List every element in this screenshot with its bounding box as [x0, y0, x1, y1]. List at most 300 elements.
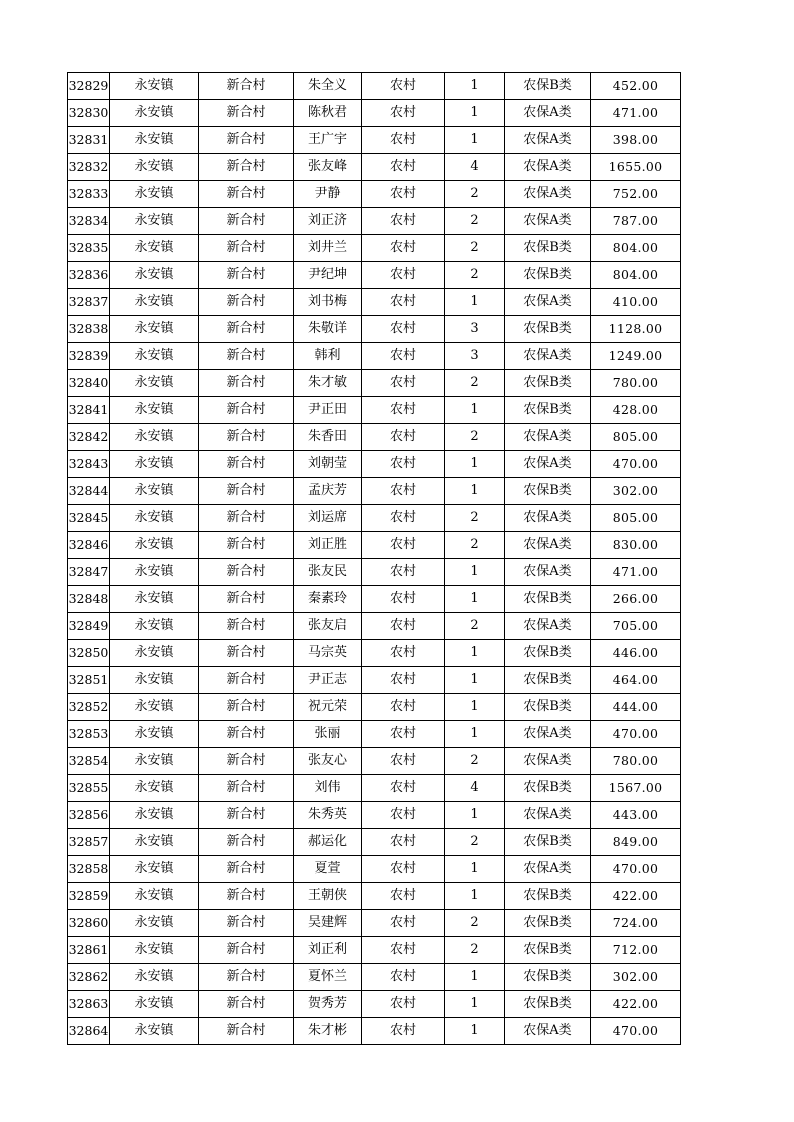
- amount-cell: 471.00: [591, 100, 681, 127]
- table-row: [68, 721, 681, 748]
- town-cell: 永安镇: [110, 127, 199, 154]
- area-type-cell: 农村: [362, 964, 445, 991]
- village-cell: 新合村: [199, 370, 294, 397]
- name-cell: 刘运席: [294, 505, 362, 532]
- table-row: [68, 694, 681, 721]
- amount-cell: 398.00: [591, 127, 681, 154]
- area-type-cell: 农村: [362, 424, 445, 451]
- table-row: [68, 262, 681, 289]
- table-row: [68, 559, 681, 586]
- area-type-cell: 农村: [362, 208, 445, 235]
- area-type-cell: 农村: [362, 586, 445, 613]
- amount-cell: 444.00: [591, 694, 681, 721]
- household-count-cell: 2: [445, 262, 505, 289]
- insurance-category-cell: 农保A类: [505, 181, 591, 208]
- household-count-cell: 1: [445, 694, 505, 721]
- insurance-category-cell: 农保A类: [505, 451, 591, 478]
- village-cell: 新合村: [199, 208, 294, 235]
- household-count-cell: 1: [445, 586, 505, 613]
- village-cell: 新合村: [199, 910, 294, 937]
- record-id-cell: 32835: [68, 235, 110, 262]
- amount-cell: 830.00: [591, 532, 681, 559]
- insurance-category-cell: 农保A类: [505, 100, 591, 127]
- table-row: [68, 910, 681, 937]
- village-cell: 新合村: [199, 289, 294, 316]
- name-cell: 朱香田: [294, 424, 362, 451]
- town-cell: 永安镇: [110, 316, 199, 343]
- name-cell: 刘朝莹: [294, 451, 362, 478]
- town-cell: 永安镇: [110, 640, 199, 667]
- area-type-cell: 农村: [362, 127, 445, 154]
- household-count-cell: 1: [445, 640, 505, 667]
- record-id-cell: 32838: [68, 316, 110, 343]
- household-count-cell: 2: [445, 937, 505, 964]
- record-id-cell: 32861: [68, 937, 110, 964]
- amount-cell: 302.00: [591, 964, 681, 991]
- area-type-cell: 农村: [362, 829, 445, 856]
- name-cell: 朱才敏: [294, 370, 362, 397]
- record-id-cell: 32842: [68, 424, 110, 451]
- name-cell: 张友启: [294, 613, 362, 640]
- name-cell: 马宗英: [294, 640, 362, 667]
- name-cell: 刘书梅: [294, 289, 362, 316]
- amount-cell: 464.00: [591, 667, 681, 694]
- village-cell: 新合村: [199, 505, 294, 532]
- village-cell: 新合村: [199, 100, 294, 127]
- amount-cell: 470.00: [591, 1018, 681, 1045]
- household-count-cell: 2: [445, 613, 505, 640]
- record-id-cell: 32859: [68, 883, 110, 910]
- town-cell: 永安镇: [110, 532, 199, 559]
- town-cell: 永安镇: [110, 910, 199, 937]
- insurance-category-cell: 农保B类: [505, 397, 591, 424]
- amount-cell: 724.00: [591, 910, 681, 937]
- town-cell: 永安镇: [110, 1018, 199, 1045]
- insurance-category-cell: 农保A类: [505, 1018, 591, 1045]
- name-cell: 尹正田: [294, 397, 362, 424]
- household-count-cell: 2: [445, 370, 505, 397]
- roster-table: [67, 72, 681, 1045]
- amount-cell: 422.00: [591, 883, 681, 910]
- village-cell: 新合村: [199, 613, 294, 640]
- town-cell: 永安镇: [110, 289, 199, 316]
- household-count-cell: 1: [445, 883, 505, 910]
- record-id-cell: 32844: [68, 478, 110, 505]
- household-count-cell: 2: [445, 424, 505, 451]
- village-cell: 新合村: [199, 721, 294, 748]
- village-cell: 新合村: [199, 478, 294, 505]
- name-cell: 尹静: [294, 181, 362, 208]
- table-row: [68, 505, 681, 532]
- table-row: [68, 316, 681, 343]
- name-cell: 尹正志: [294, 667, 362, 694]
- name-cell: 朱秀英: [294, 802, 362, 829]
- record-id-cell: 32854: [68, 748, 110, 775]
- village-cell: 新合村: [199, 775, 294, 802]
- village-cell: 新合村: [199, 532, 294, 559]
- insurance-category-cell: 农保B类: [505, 235, 591, 262]
- household-count-cell: 1: [445, 397, 505, 424]
- insurance-category-cell: 农保B类: [505, 586, 591, 613]
- amount-cell: 471.00: [591, 559, 681, 586]
- town-cell: 永安镇: [110, 775, 199, 802]
- insurance-category-cell: 农保B类: [505, 316, 591, 343]
- area-type-cell: 农村: [362, 721, 445, 748]
- record-id-cell: 32837: [68, 289, 110, 316]
- insurance-category-cell: 农保A类: [505, 127, 591, 154]
- record-id-cell: 32841: [68, 397, 110, 424]
- insurance-category-cell: 农保A类: [505, 613, 591, 640]
- area-type-cell: 农村: [362, 910, 445, 937]
- amount-cell: 302.00: [591, 478, 681, 505]
- area-type-cell: 农村: [362, 343, 445, 370]
- name-cell: 孟庆芳: [294, 478, 362, 505]
- town-cell: 永安镇: [110, 937, 199, 964]
- village-cell: 新合村: [199, 424, 294, 451]
- table-row: [68, 964, 681, 991]
- amount-cell: 428.00: [591, 397, 681, 424]
- table-row: [68, 100, 681, 127]
- insurance-category-cell: 农保A类: [505, 289, 591, 316]
- name-cell: 王广宇: [294, 127, 362, 154]
- name-cell: 张丽: [294, 721, 362, 748]
- record-id-cell: 32853: [68, 721, 110, 748]
- amount-cell: 1655.00: [591, 154, 681, 181]
- area-type-cell: 农村: [362, 532, 445, 559]
- record-id-cell: 32836: [68, 262, 110, 289]
- town-cell: 永安镇: [110, 721, 199, 748]
- table-row: [68, 127, 681, 154]
- household-count-cell: 2: [445, 208, 505, 235]
- area-type-cell: 农村: [362, 100, 445, 127]
- amount-cell: 705.00: [591, 613, 681, 640]
- record-id-cell: 32829: [68, 73, 110, 100]
- insurance-category-cell: 农保A类: [505, 154, 591, 181]
- record-id-cell: 32849: [68, 613, 110, 640]
- village-cell: 新合村: [199, 640, 294, 667]
- insurance-category-cell: 农保B类: [505, 775, 591, 802]
- town-cell: 永安镇: [110, 667, 199, 694]
- household-count-cell: 1: [445, 478, 505, 505]
- table-row: [68, 667, 681, 694]
- insurance-category-cell: 农保B类: [505, 964, 591, 991]
- record-id-cell: 32833: [68, 181, 110, 208]
- name-cell: 张友民: [294, 559, 362, 586]
- town-cell: 永安镇: [110, 559, 199, 586]
- table-row: [68, 775, 681, 802]
- village-cell: 新合村: [199, 262, 294, 289]
- household-count-cell: 2: [445, 829, 505, 856]
- village-cell: 新合村: [199, 856, 294, 883]
- amount-cell: 787.00: [591, 208, 681, 235]
- amount-cell: 804.00: [591, 262, 681, 289]
- table-row: [68, 748, 681, 775]
- village-cell: 新合村: [199, 694, 294, 721]
- area-type-cell: 农村: [362, 316, 445, 343]
- table-row: [68, 478, 681, 505]
- area-type-cell: 农村: [362, 154, 445, 181]
- amount-cell: 1128.00: [591, 316, 681, 343]
- town-cell: 永安镇: [110, 802, 199, 829]
- amount-cell: 1249.00: [591, 343, 681, 370]
- household-count-cell: 1: [445, 127, 505, 154]
- record-id-cell: 32830: [68, 100, 110, 127]
- area-type-cell: 农村: [362, 883, 445, 910]
- record-id-cell: 32840: [68, 370, 110, 397]
- table-row: [68, 289, 681, 316]
- name-cell: 夏萱: [294, 856, 362, 883]
- name-cell: 刘伟: [294, 775, 362, 802]
- insurance-category-cell: 农保A类: [505, 208, 591, 235]
- name-cell: 刘正利: [294, 937, 362, 964]
- area-type-cell: 农村: [362, 856, 445, 883]
- amount-cell: 752.00: [591, 181, 681, 208]
- name-cell: 王朝侠: [294, 883, 362, 910]
- town-cell: 永安镇: [110, 829, 199, 856]
- name-cell: 贺秀芳: [294, 991, 362, 1018]
- record-id-cell: 32864: [68, 1018, 110, 1045]
- table-row: [68, 343, 681, 370]
- amount-cell: 804.00: [591, 235, 681, 262]
- household-count-cell: 1: [445, 289, 505, 316]
- insurance-category-cell: 农保B类: [505, 478, 591, 505]
- insurance-category-cell: 农保A类: [505, 505, 591, 532]
- table-row: [68, 829, 681, 856]
- amount-cell: 422.00: [591, 991, 681, 1018]
- insurance-category-cell: 农保B类: [505, 262, 591, 289]
- town-cell: 永安镇: [110, 856, 199, 883]
- town-cell: 永安镇: [110, 451, 199, 478]
- record-id-cell: 32857: [68, 829, 110, 856]
- area-type-cell: 农村: [362, 937, 445, 964]
- household-count-cell: 1: [445, 721, 505, 748]
- town-cell: 永安镇: [110, 208, 199, 235]
- amount-cell: 805.00: [591, 505, 681, 532]
- insurance-category-cell: 农保B类: [505, 73, 591, 100]
- record-id-cell: 32852: [68, 694, 110, 721]
- village-cell: 新合村: [199, 559, 294, 586]
- area-type-cell: 农村: [362, 775, 445, 802]
- table-row: [68, 154, 681, 181]
- insurance-category-cell: 农保A类: [505, 343, 591, 370]
- amount-cell: 266.00: [591, 586, 681, 613]
- name-cell: 张友峰: [294, 154, 362, 181]
- village-cell: 新合村: [199, 127, 294, 154]
- record-id-cell: 32862: [68, 964, 110, 991]
- village-cell: 新合村: [199, 181, 294, 208]
- town-cell: 永安镇: [110, 370, 199, 397]
- record-id-cell: 32860: [68, 910, 110, 937]
- record-id-cell: 32839: [68, 343, 110, 370]
- area-type-cell: 农村: [362, 1018, 445, 1045]
- village-cell: 新合村: [199, 748, 294, 775]
- insurance-category-cell: 农保A类: [505, 532, 591, 559]
- household-count-cell: 1: [445, 667, 505, 694]
- village-cell: 新合村: [199, 883, 294, 910]
- household-count-cell: 4: [445, 154, 505, 181]
- area-type-cell: 农村: [362, 478, 445, 505]
- record-id-cell: 32858: [68, 856, 110, 883]
- table-row: [68, 370, 681, 397]
- record-id-cell: 32863: [68, 991, 110, 1018]
- table-row: [68, 451, 681, 478]
- amount-cell: 470.00: [591, 721, 681, 748]
- name-cell: 刘正济: [294, 208, 362, 235]
- insurance-category-cell: 农保A类: [505, 559, 591, 586]
- area-type-cell: 农村: [362, 262, 445, 289]
- village-cell: 新合村: [199, 451, 294, 478]
- town-cell: 永安镇: [110, 262, 199, 289]
- household-count-cell: 2: [445, 181, 505, 208]
- household-count-cell: 1: [445, 964, 505, 991]
- amount-cell: 446.00: [591, 640, 681, 667]
- village-cell: 新合村: [199, 991, 294, 1018]
- name-cell: 刘井兰: [294, 235, 362, 262]
- table-row: [68, 532, 681, 559]
- table-row: [68, 937, 681, 964]
- town-cell: 永安镇: [110, 964, 199, 991]
- record-id-cell: 32856: [68, 802, 110, 829]
- amount-cell: 780.00: [591, 748, 681, 775]
- table-row: [68, 586, 681, 613]
- town-cell: 永安镇: [110, 478, 199, 505]
- amount-cell: 805.00: [591, 424, 681, 451]
- name-cell: 秦素玲: [294, 586, 362, 613]
- insurance-category-cell: 农保B类: [505, 991, 591, 1018]
- insurance-category-cell: 农保B类: [505, 370, 591, 397]
- table-row: [68, 424, 681, 451]
- name-cell: 朱才彬: [294, 1018, 362, 1045]
- record-id-cell: 32845: [68, 505, 110, 532]
- household-count-cell: 1: [445, 73, 505, 100]
- town-cell: 永安镇: [110, 991, 199, 1018]
- household-count-cell: 2: [445, 532, 505, 559]
- village-cell: 新合村: [199, 154, 294, 181]
- town-cell: 永安镇: [110, 235, 199, 262]
- name-cell: 尹纪坤: [294, 262, 362, 289]
- amount-cell: 1567.00: [591, 775, 681, 802]
- area-type-cell: 农村: [362, 694, 445, 721]
- amount-cell: 712.00: [591, 937, 681, 964]
- town-cell: 永安镇: [110, 181, 199, 208]
- insurance-category-cell: 农保A类: [505, 721, 591, 748]
- name-cell: 韩利: [294, 343, 362, 370]
- record-id-cell: 32843: [68, 451, 110, 478]
- village-cell: 新合村: [199, 586, 294, 613]
- name-cell: 吴建辉: [294, 910, 362, 937]
- table-row: [68, 991, 681, 1018]
- area-type-cell: 农村: [362, 289, 445, 316]
- town-cell: 永安镇: [110, 397, 199, 424]
- insurance-category-cell: 农保B类: [505, 829, 591, 856]
- name-cell: 郝运化: [294, 829, 362, 856]
- area-type-cell: 农村: [362, 559, 445, 586]
- area-type-cell: 农村: [362, 505, 445, 532]
- area-type-cell: 农村: [362, 748, 445, 775]
- area-type-cell: 农村: [362, 235, 445, 262]
- household-count-cell: 2: [445, 910, 505, 937]
- town-cell: 永安镇: [110, 73, 199, 100]
- area-type-cell: 农村: [362, 451, 445, 478]
- town-cell: 永安镇: [110, 613, 199, 640]
- village-cell: 新合村: [199, 802, 294, 829]
- insurance-category-cell: 农保A类: [505, 802, 591, 829]
- amount-cell: 470.00: [591, 451, 681, 478]
- household-count-cell: 3: [445, 343, 505, 370]
- village-cell: 新合村: [199, 73, 294, 100]
- village-cell: 新合村: [199, 397, 294, 424]
- name-cell: 祝元荣: [294, 694, 362, 721]
- amount-cell: 443.00: [591, 802, 681, 829]
- village-cell: 新合村: [199, 316, 294, 343]
- household-count-cell: 2: [445, 748, 505, 775]
- insurance-category-cell: 农保A类: [505, 748, 591, 775]
- amount-cell: 452.00: [591, 73, 681, 100]
- household-count-cell: 1: [445, 991, 505, 1018]
- area-type-cell: 农村: [362, 370, 445, 397]
- household-count-cell: 1: [445, 100, 505, 127]
- household-count-cell: 3: [445, 316, 505, 343]
- name-cell: 朱全义: [294, 73, 362, 100]
- area-type-cell: 农村: [362, 181, 445, 208]
- table-row: [68, 181, 681, 208]
- town-cell: 永安镇: [110, 883, 199, 910]
- amount-cell: 849.00: [591, 829, 681, 856]
- table-row: [68, 802, 681, 829]
- town-cell: 永安镇: [110, 100, 199, 127]
- area-type-cell: 农村: [362, 73, 445, 100]
- area-type-cell: 农村: [362, 397, 445, 424]
- town-cell: 永安镇: [110, 694, 199, 721]
- household-count-cell: 1: [445, 1018, 505, 1045]
- table-row: [68, 73, 681, 100]
- record-id-cell: 32846: [68, 532, 110, 559]
- record-id-cell: 32832: [68, 154, 110, 181]
- area-type-cell: 农村: [362, 640, 445, 667]
- village-cell: 新合村: [199, 964, 294, 991]
- amount-cell: 410.00: [591, 289, 681, 316]
- record-id-cell: 32848: [68, 586, 110, 613]
- town-cell: 永安镇: [110, 748, 199, 775]
- household-count-cell: 1: [445, 856, 505, 883]
- area-type-cell: 农村: [362, 667, 445, 694]
- record-id-cell: 32834: [68, 208, 110, 235]
- household-count-cell: 2: [445, 505, 505, 532]
- insurance-category-cell: 农保B类: [505, 937, 591, 964]
- record-id-cell: 32850: [68, 640, 110, 667]
- insurance-category-cell: 农保B类: [505, 694, 591, 721]
- roster-body: [68, 73, 681, 1045]
- table-row: [68, 208, 681, 235]
- table-row: [68, 1018, 681, 1045]
- name-cell: 夏怀兰: [294, 964, 362, 991]
- record-id-cell: 32831: [68, 127, 110, 154]
- name-cell: 刘正胜: [294, 532, 362, 559]
- insurance-category-cell: 农保B类: [505, 910, 591, 937]
- household-count-cell: 1: [445, 451, 505, 478]
- town-cell: 永安镇: [110, 586, 199, 613]
- household-count-cell: 1: [445, 559, 505, 586]
- table-row: [68, 856, 681, 883]
- record-id-cell: 32855: [68, 775, 110, 802]
- household-count-cell: 4: [445, 775, 505, 802]
- table-row: [68, 397, 681, 424]
- village-cell: 新合村: [199, 235, 294, 262]
- area-type-cell: 农村: [362, 802, 445, 829]
- name-cell: 陈秋君: [294, 100, 362, 127]
- area-type-cell: 农村: [362, 613, 445, 640]
- insurance-category-cell: 农保A类: [505, 424, 591, 451]
